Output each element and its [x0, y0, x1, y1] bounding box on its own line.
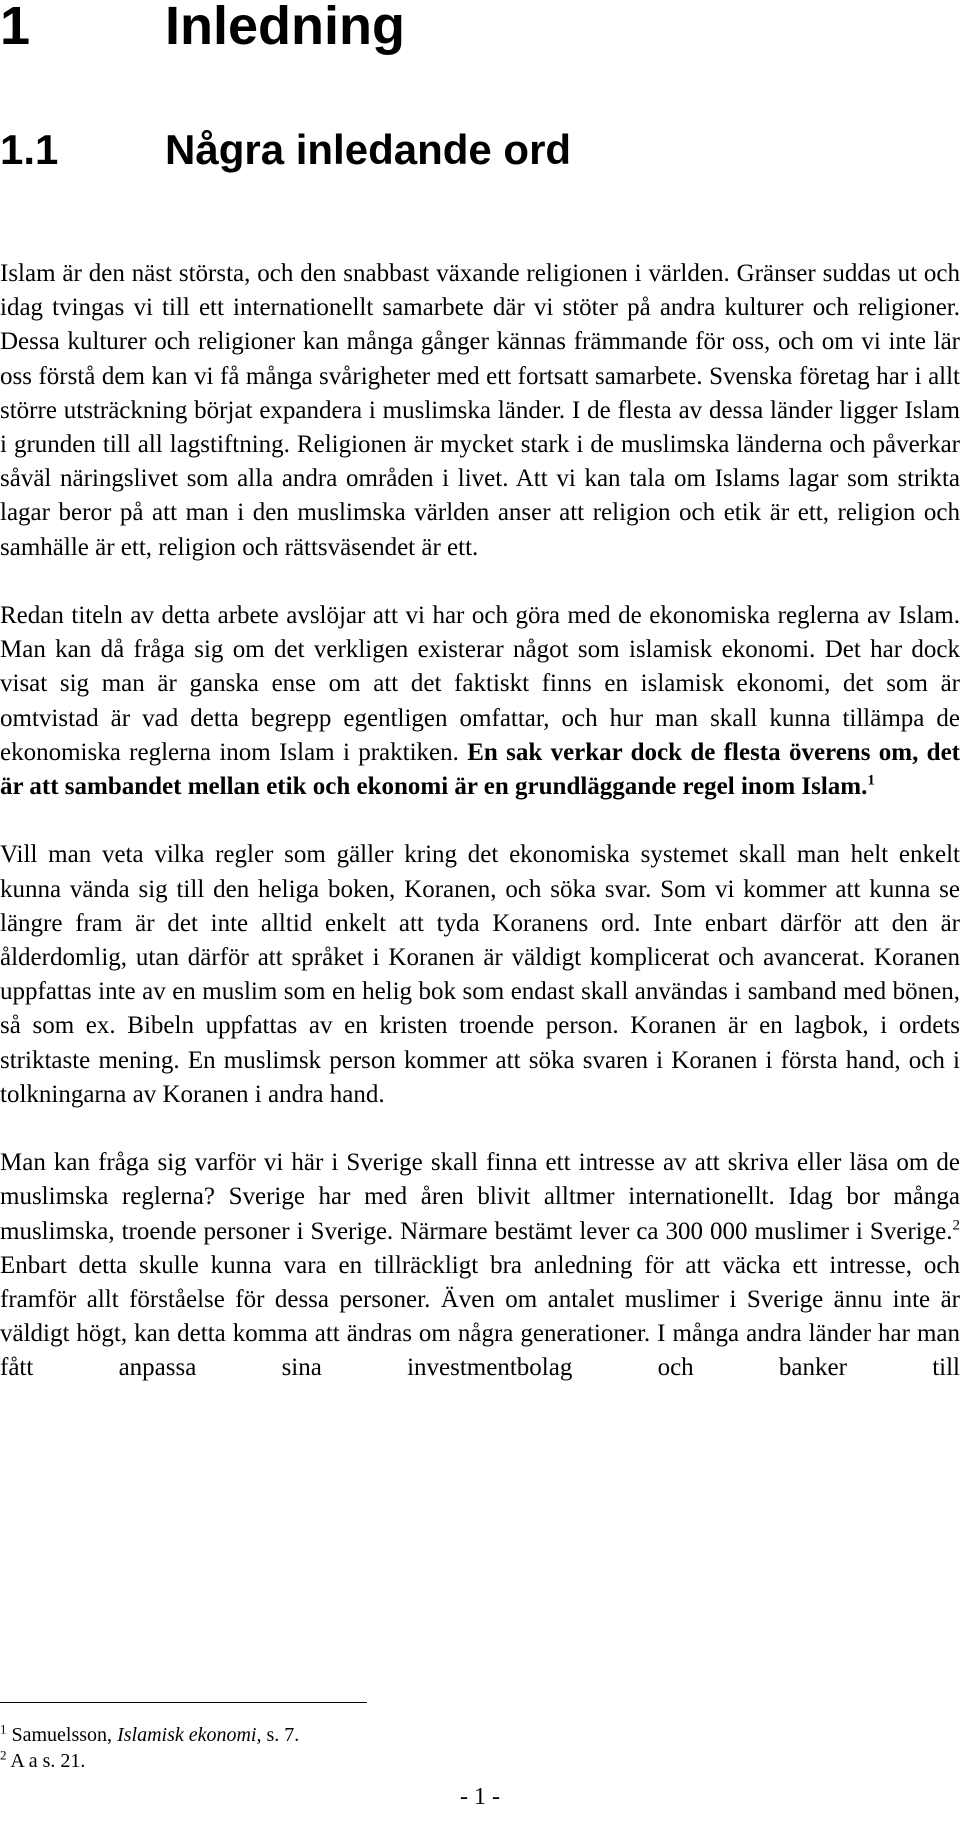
- footnote-1-title: Islamisk ekonomi,: [117, 1724, 262, 1746]
- footnote-1-mark: 1: [0, 1721, 7, 1737]
- footnote-1-rest: s. 7.: [261, 1724, 300, 1746]
- paragraph-2: [0, 599, 960, 804]
- chapter-number: 1: [0, 0, 31, 56]
- paragraph-1: Islam är den näst största, och den snabbast växande religionen i världen. Gränser suddas ut och idag tvingas vi till ett internationellt samarbete där vi stöter på andra kulturer och religioner. Dessa kulturer och religioner kan många gånger kännas främmande för oss, och om vi inte lär oss förstå dem kan vi få många svårigheter med ett fortsatt samarbete. Svenska företag har i allt större utsträckning börjat expandera i muslimska länder. I de flesta av dessa länder ligger Islam i grunden till all lagstiftning. Religionen är mycket stark i de muslimska länderna och påverkar såväl näringslivet som alla andra områden i livet. Att vi kan tala om Islams lagar som strikta lagar beror på att man i den muslimska världen anser att religion och etik är ett, religion och samhälle är ett, religion och rättsväsendet är ett.: [0, 260, 960, 561]
- footnote-2-mark: 2: [0, 1747, 7, 1763]
- footnotes: [0, 1722, 299, 1774]
- paragraph-2-bold-text: En sak verkar dock de flesta överens om, det är att sambandet mellan etik och ekonomi är en grundläggande regel inom Islam.: [0, 738, 960, 801]
- section-heading: [0, 124, 571, 176]
- footnote-1-author: Samuelsson,: [11, 1724, 118, 1746]
- paragraph-4-text-start: Man kan fråga sig varför vi här i Sverige skall finna ett intresse av att skriva eller läsa om de muslimska reglerna? Sverige har med åren blivit alltmer internationellt. Idag bor många muslimska, troende personer i Sverige. Närmare bestämt lever ca 300 000 muslimer i Sverige.: [0, 1149, 960, 1245]
- footnote-2-text: A a s. 21.: [10, 1750, 86, 1772]
- section-number: 1.1: [0, 126, 59, 173]
- chapter-title: Inledning: [165, 0, 405, 56]
- footnote-ref-1[interactable]: 1: [867, 772, 875, 789]
- footnote-divider: [0, 1702, 367, 1703]
- footnote-1: [0, 1722, 299, 1748]
- footnote-2: [0, 1748, 299, 1774]
- paragraph-4-text-end: Enbart detta skulle kunna vara en tillräckligt bra anledning för att väcka ett intresse, och framför allt förståelse för dessa personer. Även om antalet muslimer i Sverige ännu inte är väldigt högt, kan detta komma att ändras om några generationer. I många andra länder har man fått anpassa sina investmentbolag och banker till: [0, 1251, 960, 1382]
- paragraph-4: [0, 1146, 960, 1385]
- body-text: [0, 257, 960, 1386]
- page-number: - 1 -: [460, 1784, 500, 1810]
- paragraph-3: Vill man veta vilka regler som gäller kring det ekonomiska systemet skall man helt enkelt kunna vända sig till den heliga boken, Koranen, och söka svar. Som vi kommer att kunna se längre fram är det inte alltid enkelt att tyda Koranens ord. Inte enbart därför att den är ålderdomlig, utan därför att språket i Koranen är väldigt komplicerat och avancerat. Koranen uppfattas inte av en muslim som en helig bok som endast skall användas i samband med bönen, så som ex. Bibeln uppfattas av en kristen troende person. Koranen är en lagbok, i ordets striktaste mening. En muslimsk person kommer att söka svaren i Koranen i första hand, och i tolkningarna av Koranen i andra hand.: [0, 841, 960, 1108]
- paragraph-2-text: Redan titeln av detta arbete avslöjar att vi har och göra med de ekonomiska reglerna av Islam. Man kan då fråga sig om det verkligen existerar något som islamisk ekonomi. Det har dock visat sig man är ganska ense om att det faktiskt finns en islamisk ekonomi, det som är omtvistad är vad detta begrepp egentligen omfattar, och hur man skall kunna tillämpa de ekonomiska reglerna inom Islam i praktiken.: [0, 602, 960, 766]
- chapter-heading: [0, 0, 405, 58]
- footnote-ref-2[interactable]: 2: [952, 1217, 960, 1234]
- section-title: Några inledande ord: [165, 126, 572, 173]
